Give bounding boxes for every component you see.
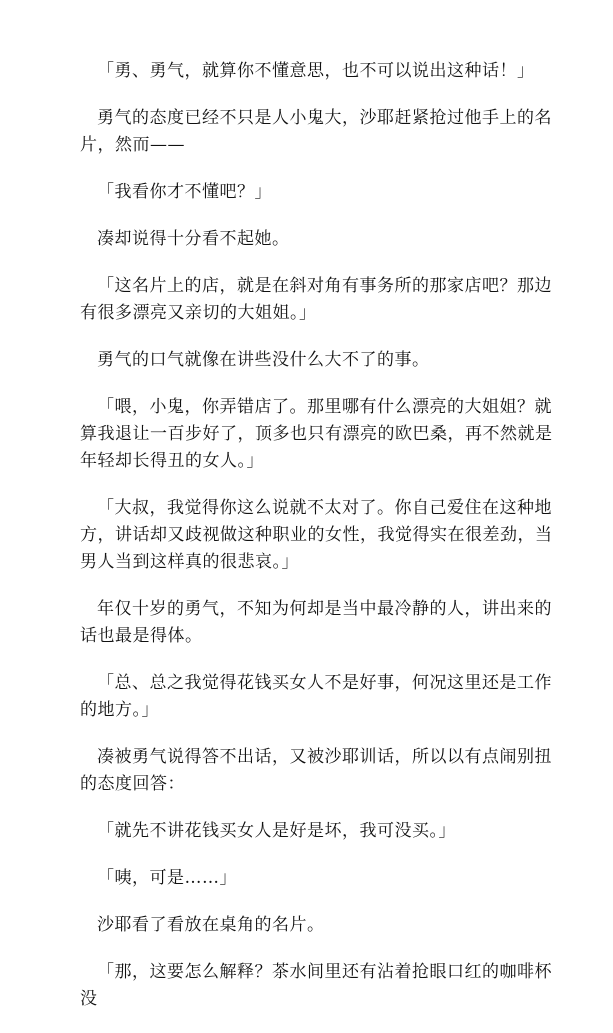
paragraph: 「喂，小鬼，你弄错店了。那里哪有什么漂亮的大姐姐？就算我退让一百步好了，顶多也只有漂亮的欧巴桑，再不然就是年轻却长得丑的女人。」: [80, 397, 553, 471]
paragraph: 勇气的口气就像在讲些没什么大不了的事。: [97, 350, 430, 370]
paragraph: 「这名片上的店，就是在斜对角有事务所的那家店吧？那边有很多漂亮又亲切的大姐姐。」: [80, 276, 552, 323]
paragraph: 年仅十岁的勇气，不知为何却是当中最冷静的人，讲出来的话也最是得体。: [80, 599, 552, 646]
document-body: [80, 58, 556, 1033]
paragraph: 「那，这要怎么解释？茶水间里还有沾着抢眼口红的咖啡杯没: [80, 962, 552, 1009]
paragraph: 「咦，可是……」: [97, 868, 237, 888]
paragraph: 「勇、勇气，就算你不懂意思，也不可以说出这种话！」: [97, 61, 535, 81]
paragraph: 「总、总之我觉得花钱买女人不是好事，何况这里还是工作的地方。」: [80, 673, 552, 720]
paragraph: 沙耶看了看放在桌角的名片。: [97, 915, 325, 935]
paragraph: 凑却说得十分看不起她。: [97, 229, 290, 249]
paragraph: 「我看你才不懂吧？」: [97, 182, 272, 202]
paragraph: 勇气的态度已经不只是人小鬼大，沙耶赶紧抢过他手上的名片，然而——: [80, 108, 552, 155]
paragraph: 凑被勇气说得答不出话，又被沙耶训话，所以以有点闹别扭的态度回答：: [80, 747, 552, 794]
paragraph: 「就先不讲花钱买女人是好是坏，我可没买。」: [97, 821, 456, 841]
paragraph: 「大叔，我觉得你这么说就不太对了。你自己爱住在这种地方，讲话却又歧视做这种职业的女性，我觉得实在很差劲，当男人当到这样真的很悲哀。」: [80, 498, 553, 572]
